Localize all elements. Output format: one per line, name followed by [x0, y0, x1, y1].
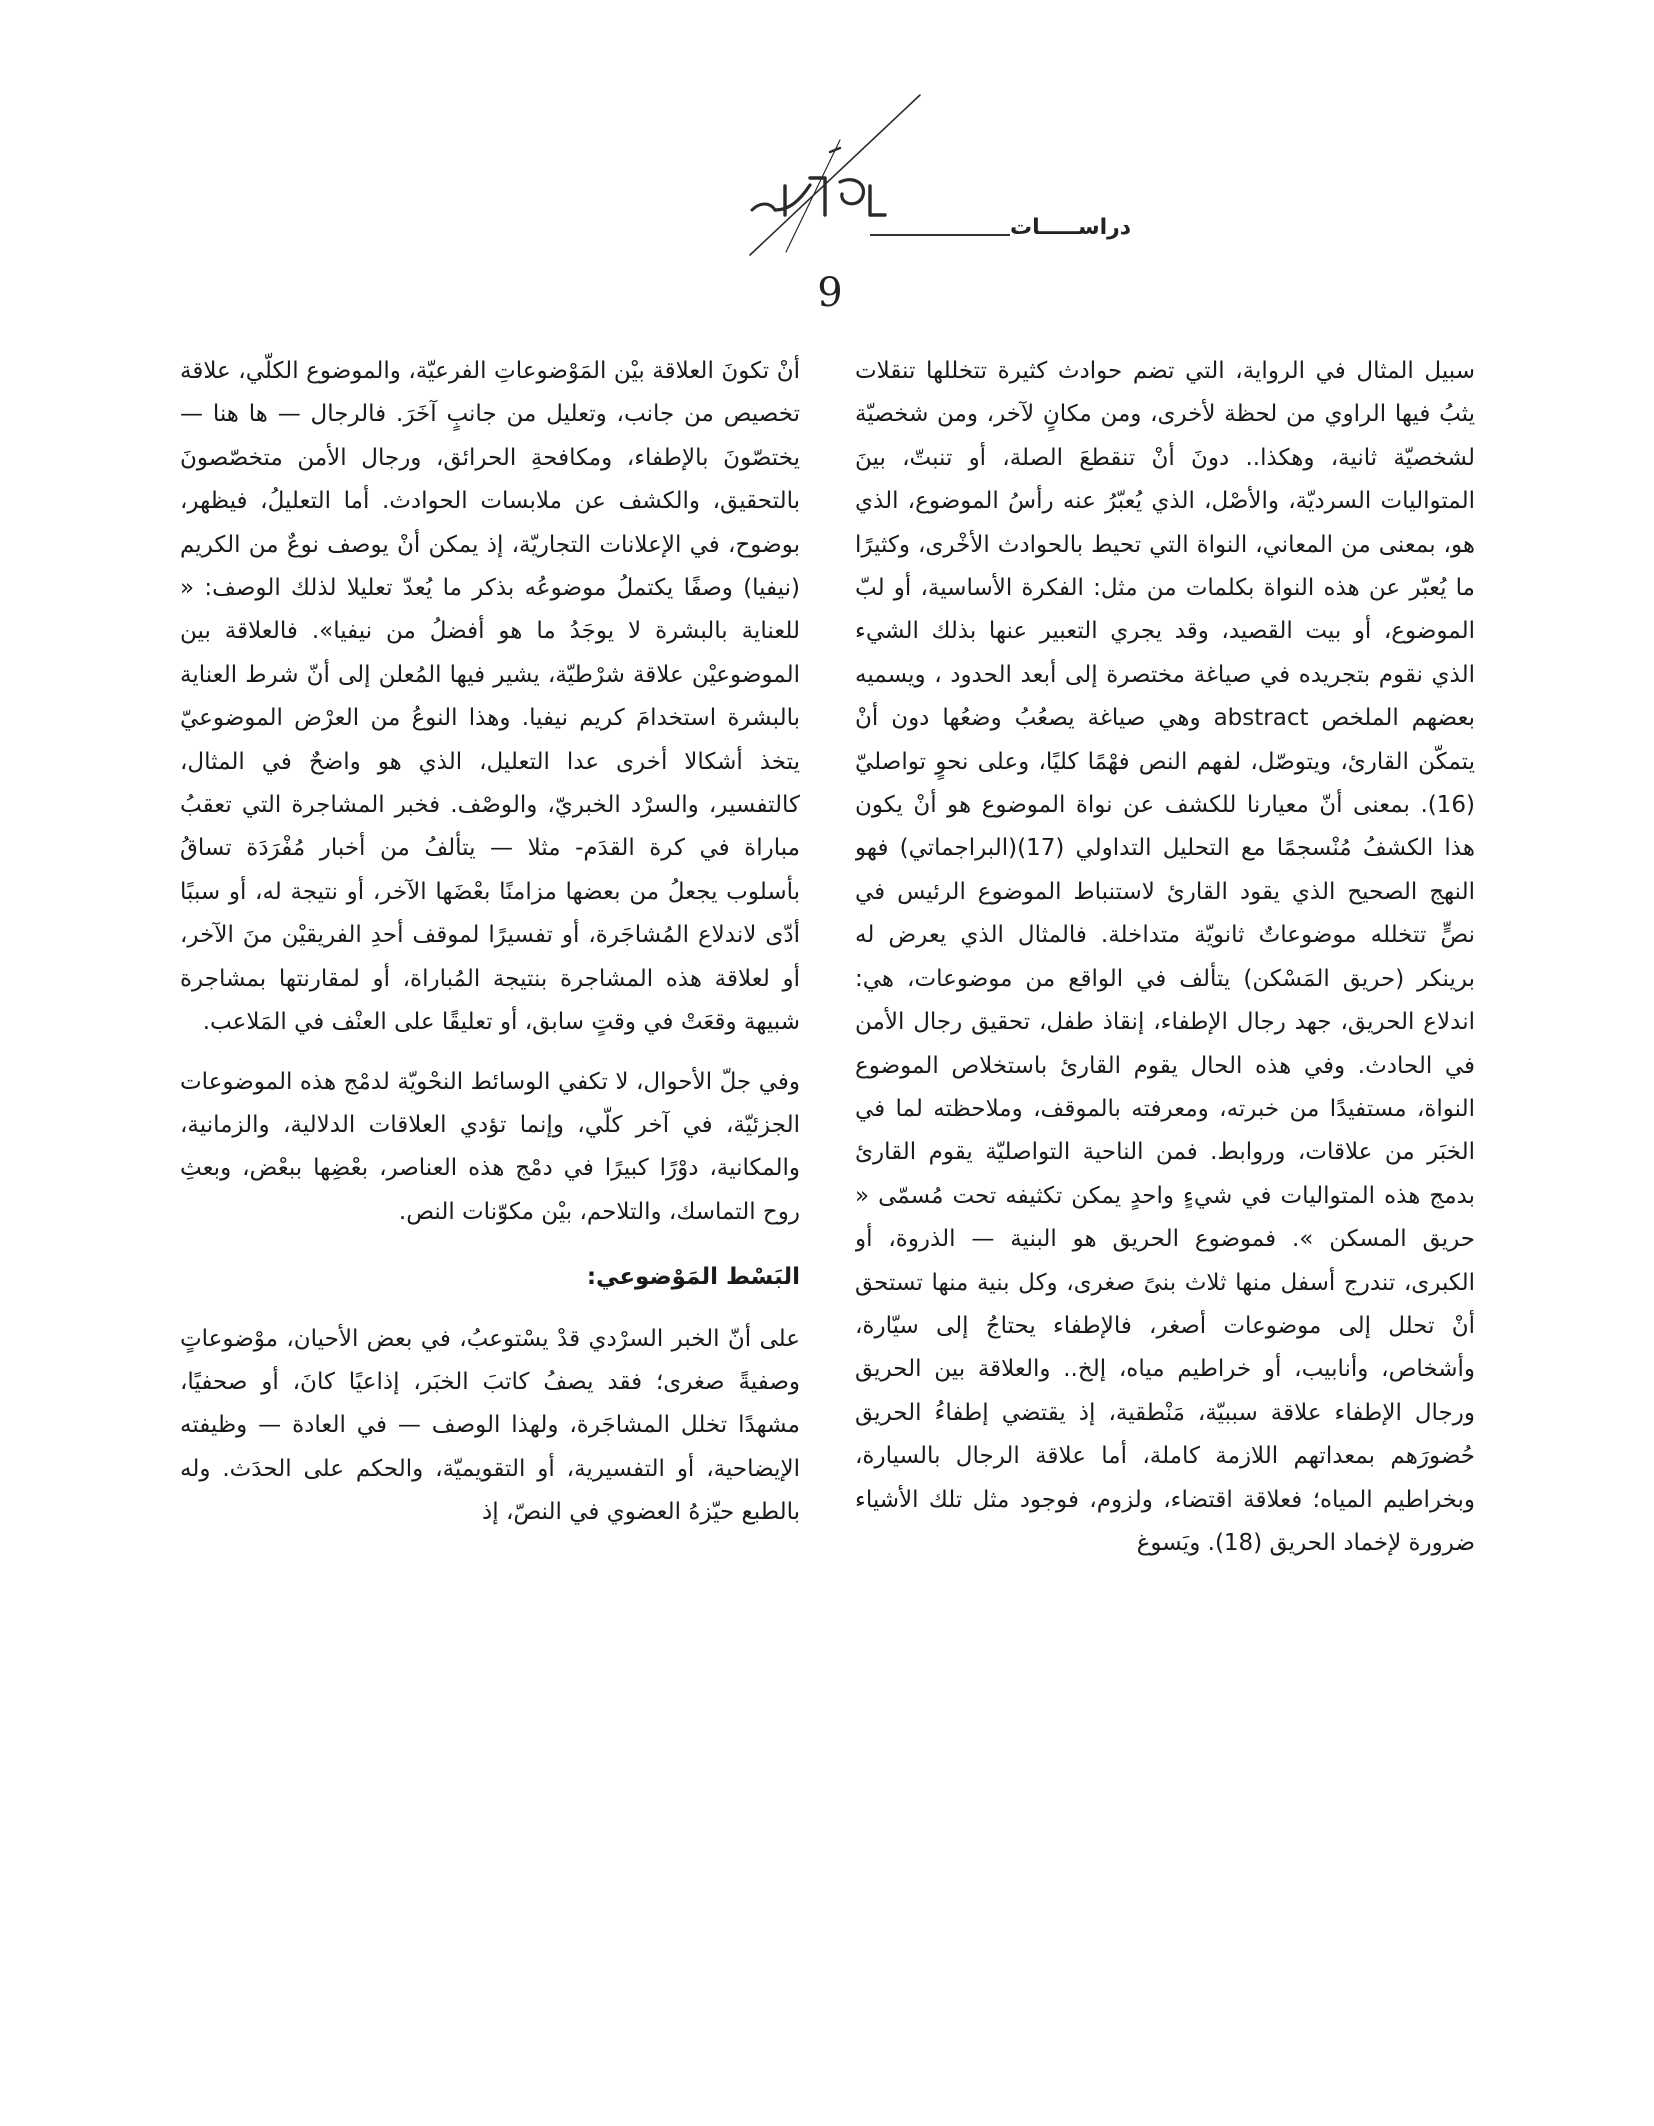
paragraph: سبيل المثال في الرواية، التي تضم حوادث كثيرة تتخللها تنقلات يثبُ فيها الراوي من لحظة لأخرى، ومن مكانٍ لآخر، ومن شخصيّة لشخصيّة ثانية، وهكذا.. دونَ أنْ تنقطعَ الصلة، أو تنبتّ، بينَ المتواليات السرديّة، والأصْل، الذي يُعبّرُ عنه رأسُ الموضوع، الذي هو، بمعنى من المعاني، النواة التي تحيط بالحوادث الأخْرى، وكثيرًا ما يُعبّر عن هذه النواة بكلمات من مثل: الفكرة الأساسية، أو لبّ الموضوع، أو بيت القصيد، وقد يجري التعبير عنها بذلك الشيء الذي نقوم بتجريده في صياغة مختصرة إلى أبعد الحدود ، ويسميه بعضهم الملخص abstract وهي صياغة يصعُبُ وضعُها دون أنْ يتمكّن القارئ، ويتوصّل، لفهم النص فهْمًا كليًا، وعلى نحوٍ تواصليّ (16). بمعنى أنّ معيارنا للكشف عن نواة الموضوع هو أنْ يكون هذا الكشفُ مُنْسجمًا مع التحليل التداولي (17)(البراجماتي) فهو النهج الصحيح الذي يقود القارئ لاستنباط الموضوع الرئيس في نصٍّ تتخلله موضوعاتٌ ثانويّة متداخلة. فالمثال الذي يعرض له برينكر (حريق المَسْكن) يتألف في الواقع من موضوعات، هي: اندلاع الحريق، جهد رجال الإطفاء، إنقاذ طفل، تحقيق رجال الأمن في الحادث. وفي هذه الحال يقوم القارئ باستخلاص الموضوع النواة، مستفيدًا من خبرته، ومعرفته بالموقف، وملاحظته لما في الخبَر من علاقات، وروابط. فمن الناحية التواصليّة يقوم القارئ بدمج هذه المتواليات في شيءٍ واحدٍ يمكن تكثيفه تحت مُسمّى « حريق المسكن ». فموضوع الحريق هو البنية — الذروة، أو الكبرى، تندرج أسفل منها ثلاث بنىً صغرى، وكل بنية منها تستحق أنْ تحلل إلى موضوعات أصغر، فالإطفاء يحتاجُ إلى سيّارة، وأشخاص، وأنابيب، أو خراطيم مياه، إلخ.. والعلاقة بين الحريق ورجال الإطفاء علاقة سببيّة، مَنْطقية، إذ يقتضي إطفاءُ الحريق حُضورَهم بمعداتهم اللازمة كاملة، أما علاقة الرجال بالسيارة، وبخراطيم المياه؛ فعلاقة اقتضاء، ولزوم، فوجود مثل تلك الأشياء ضرورة لإخماد الحريق (18). ويَسوغ — [855, 358, 1475, 1556]
left-column — [180, 350, 800, 1990]
section-subheading: البَسْط المَوْضوعي: — [586, 1264, 800, 1291]
paragraph: على أنّ الخبر السرْدي قدْ يسْتوعبُ، في بعض الأحيان، موْضوعاتٍ وصفيةً صغرى؛ فقد يصفُ كاتبَ الخبَر، إذاعيًا كانَ، أو صحفيًا، مشهدًا تخلل المشاجَرة، ولهذا الوصف — في العادة — وظيفته الإيضاحية، أو التفسيرية، أو التقويميّة، والحكم على الحدَث. وله بالطبع حيّزهُ العضوي في النصّ، إذ — [180, 1325, 800, 1526]
page-number: 9 — [817, 270, 843, 316]
right-column — [855, 350, 1475, 1990]
paragraph: أنْ تكونَ العلاقة بيْن المَوْضوعاتِ الفرعيّة، والموضوع الكلّي، علاقة تخصيص من جانب، وتعليل من جانبٍ آخَرَ. فالرجال — ها هنا — يختصّونَ بالإطفاء، ومكافحةِ الحرائق، ورجال الأمن متخصّصونَ بالتحقيق، والكشف عن ملابسات الحوادث. أما التعليلُ، فيظهر، بوضوح، في الإعلانات التجاريّة، إذ يمكن أنْ يوصف نوعٌ من الكريم (نيفيا) وصفًا يكتملُ موضوعُه بذكر ما يُعدّ تعليلا لذلك الوصف: « للعناية بالبشرة لا يوجَدُ ما هو أفضلُ من نيفيا». فالعلاقة بين الموضوعيْن علاقة شرْطيّة، يشير فيها المُعلن إلى أنّ شرط العناية بالبشرة استخدامَ كريم نيفيا. وهذا النوعُ من العرْض الموضوعيّ يتخذ أشكالا أخرى عدا التعليل، الذي هو واضحٌ في المثال، كالتفسير، والسرْد الخبريّ، والوصْف. فخبر المشاجرة التي تعقبُ مباراة في كرة القدَم- مثلا — يتألفُ من أخبار مُفْرَدَة تساقُ بأسلوب يجعلُ من بعضها مزامنًا بعْضَها الآخر، أو نتيجة له، أو سببًا أدّى لاندلاع المُشاجَرة، أو تفسيرًا لموقف أحدِ الفريقيْن منَ الآخر، أو لعلاقة هذه المشاجرة بنتيجة المُباراة، أو لمقارنتها بمشاجرة شبيهة وقعَتْ في وقتٍ سابق، أو تعليقًا على العنْف في المَلاعب. — [180, 358, 800, 1036]
section-rule — [870, 234, 1010, 236]
page-header — [0, 80, 1654, 316]
section-label: دراســـــات — [1010, 215, 1132, 240]
paragraph: وفي جلّ الأحوال، لا تكفي الوسائط النحْويّة لدمْج هذه الموضوعات الجزئيّة، في آخر كلّي، وإنما تؤدي العلاقات الدلالية، والزمانية، والمكانية، دوْرًا كبيرًا في دمْج هذه العناصر، بعْضِها ببعْض، وبعثِ روح التماسك، والتلاحم، بيْن مكوّنات النص. — [180, 1068, 800, 1225]
